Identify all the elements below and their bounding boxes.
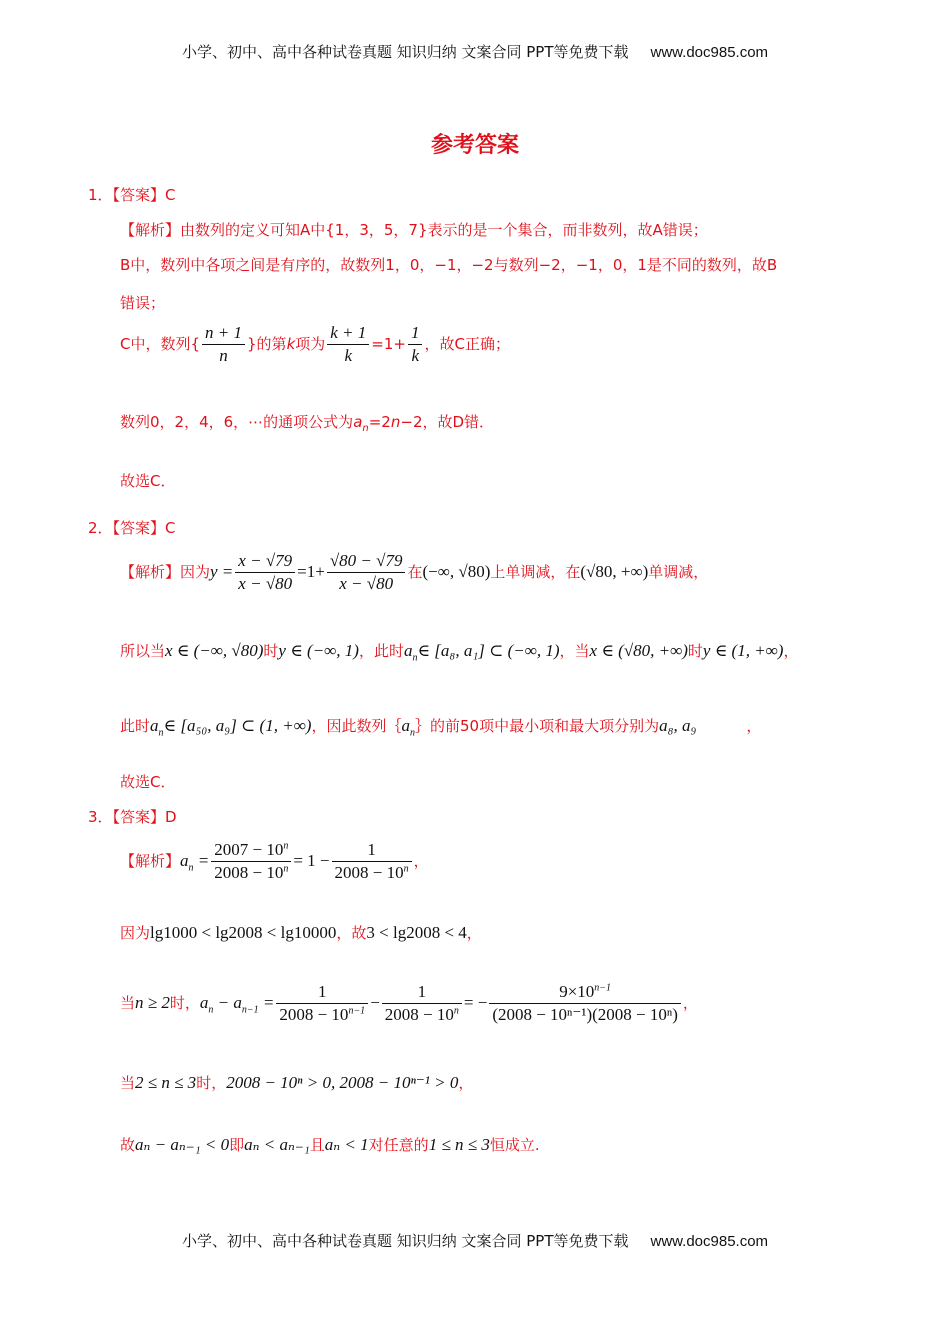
q3-line-3: 当n ≥ 2时，$a_n - a_{n-1}$ = $\frac{1}{2008 - 10^{n-1}}$ − $\frac{1}{2008 - 10^n}$ = − $\frac{9\times 10^{n-1}}{\text{(2008 − 10ⁿ⁻¹)(2008 − 10ⁿ)}}$ ， bbox=[120, 982, 698, 1024]
q2-line-1: 【解析】因为y = $\frac{x - √79}{x - √80}$ =1+ $\frac{√80 - √79}{x - √80}$ 在(−∞, √80)上单调减，在(√80, +∞)单调减， bbox=[120, 551, 709, 593]
frac-k1-k: $\frac{k + 1}{k}$ bbox=[327, 323, 369, 366]
q1-line-2: B中，数列中各项之间是有序的，故数列1，0，−1，−2与数列−2，−1，0，1是不同的数列，故B bbox=[120, 256, 778, 274]
q3-line-4: 当2 ≤ n ≤ 3时，2008 − 10ⁿ > 0, 2008 − 10ⁿ⁻¹ > 0， bbox=[120, 1073, 474, 1092]
q3-line-5: 故aₙ − aₙ₋₁ < 0即aₙ < aₙ₋₁且aₙ < 1对任意的1 ≤ n ≤ 3恒成立. bbox=[120, 1135, 540, 1154]
q1-l4a: C中，数列{ bbox=[120, 335, 201, 353]
q3-line-1: 【解析】$a_n$ = $\frac{2007 - 10^n}{2008 - 10^n}$ = 1 − $\frac{1}{2008 - 10^n}$ ， bbox=[120, 840, 429, 882]
footer-text: 小学、初中、高中各种试卷真题 知识归纳 文案合同 PPT等免费下载 bbox=[181, 1232, 629, 1250]
q1-l4b: }的第 bbox=[247, 335, 287, 353]
page-title: 参考答案 bbox=[430, 133, 519, 158]
q3-answer-head: 3．【答案】D bbox=[88, 808, 177, 826]
q3-line-2: 因为lg1000 < lg2008 < lg10000，故3 < lg2008 < 4， bbox=[120, 923, 482, 942]
header-text: 小学、初中、高中各种试卷真题 知识归纳 文案合同 PPT等免费下载 bbox=[181, 43, 629, 61]
frac-n1-n: $\frac{n + 1}{n}$ bbox=[202, 323, 245, 366]
q1-answer-head: 1．【答案】C bbox=[88, 186, 176, 204]
footer-site[interactable]: www.doc985.com bbox=[650, 1233, 769, 1250]
q2-line-4: 故选C． bbox=[120, 773, 176, 791]
frac-1-k: $\frac{1}{k}$ bbox=[408, 323, 423, 366]
q1-l4c: 项为 bbox=[295, 335, 326, 353]
q2-line-3: 此时$a_n\in$ [a₅₀, a₉] ⊂ (1, +∞)，因此数列$\{a_n\}$的前50项中最小项和最大项分别为a₈, a₉ ， bbox=[120, 716, 762, 739]
q1-line-3: 错误； bbox=[120, 294, 166, 312]
q1-line-4 bbox=[120, 323, 510, 366]
frac-d3: $\frac{9\times 10^{n-1}}{\text{(2008 − 10ⁿ⁻¹)(2008 − 10ⁿ)}}$ bbox=[489, 982, 681, 1025]
frac-an-def: $\frac{2007 - 10^n}{2008 - 10^n}$ bbox=[211, 840, 291, 883]
frac-y-split: $\frac{√80 - √79}{x - √80}$ bbox=[327, 551, 406, 594]
q1-line-1: 【解析】由数列的定义可知A中{1，3，5，7}表示的是一个集合，而非数列，故A错误； bbox=[120, 221, 708, 239]
page-footer bbox=[0, 1230, 950, 1251]
frac-d1: $\frac{1}{2008 - 10^{n-1}}$ bbox=[276, 982, 368, 1025]
q1-line-5: 数列0，2，4，6，⋯的通项公式为$a_n=2n-2$，故D错． bbox=[120, 413, 495, 434]
q1-l4e: ，故C正确； bbox=[424, 335, 510, 353]
q2-line-2: 所以当x ∈ (−∞, √80)时y ∈ (−∞, 1)，此时$a_n\in$ [a₈, a₁] ⊂ (−∞, 1)，当x ∈ (√80, +∞)时y ∈ (1, +∞)， bbox=[120, 641, 799, 664]
frac-an-rest: $\frac{1}{2008 - 10^n}$ bbox=[332, 840, 412, 883]
header-site[interactable]: www.doc985.com bbox=[650, 44, 769, 61]
q1-l4d: =1+ bbox=[371, 335, 406, 353]
frac-d2: $\frac{1}{2008 - 10^n}$ bbox=[382, 982, 462, 1025]
q1-line-6: 故选C． bbox=[120, 472, 176, 490]
q2-answer-head: 2．【答案】C bbox=[88, 519, 176, 537]
q1-l4k: k bbox=[286, 335, 296, 353]
frac-y-def: $\frac{x - √79}{x - √80}$ bbox=[235, 551, 295, 594]
page-header bbox=[0, 41, 950, 62]
